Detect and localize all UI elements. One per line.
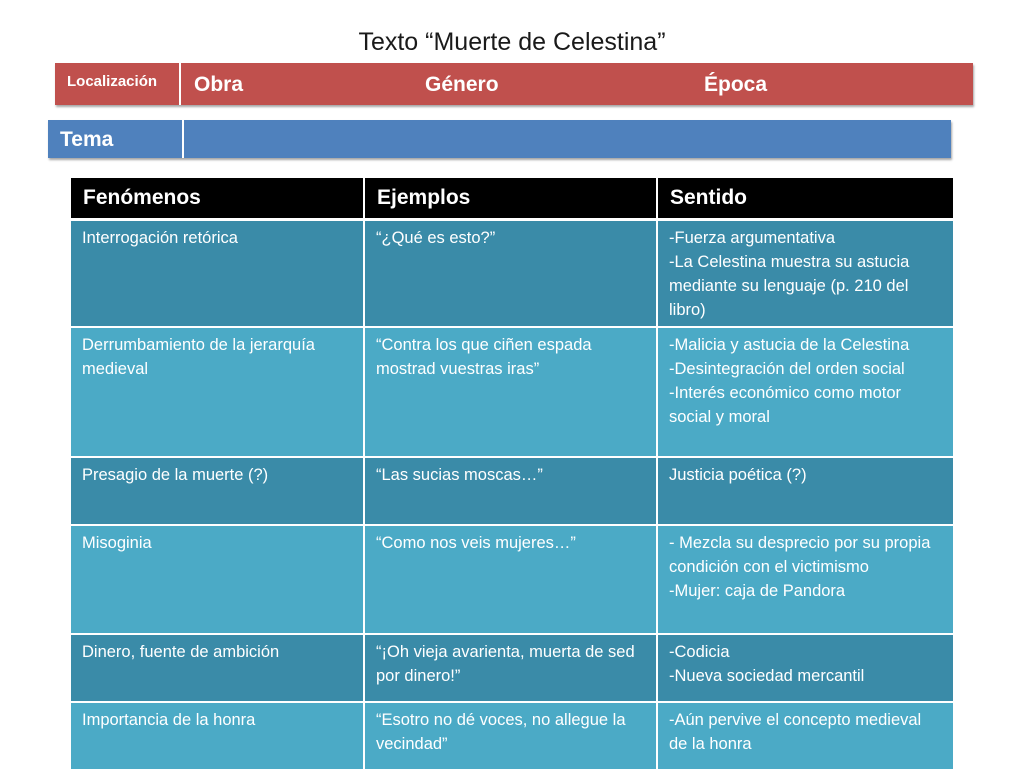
sentido-line: -Aún pervive el concepto medieval de la honra bbox=[669, 711, 922, 753]
sentido-line: -Mujer: caja de Pandora bbox=[669, 582, 846, 600]
fenomeno-cell: Derrumbamiento de la jerarquía medieval bbox=[71, 327, 364, 457]
epoca-field: Época bbox=[704, 73, 768, 96]
sentido-line: -Desintegración del orden social bbox=[669, 360, 905, 378]
header-ejemplos: Ejemplos bbox=[364, 178, 657, 220]
sentido-line: -Malicia y astucia de la Celestina bbox=[669, 336, 910, 354]
table-row bbox=[71, 634, 953, 702]
sentido-cell bbox=[657, 525, 953, 634]
fenomeno-cell: Dinero, fuente de ambición bbox=[71, 634, 364, 702]
ejemplo-cell: “Las sucias moscas…” bbox=[364, 457, 657, 525]
table-row bbox=[71, 525, 953, 634]
fenomeno-cell: Presagio de la muerte (?) bbox=[71, 457, 364, 525]
sentido-line: - Mezcla su desprecio por su propia condición con el victimismo bbox=[669, 534, 931, 576]
sentido-line: -La Celestina muestra su astucia mediante su lenguaje (p. 210 del libro) bbox=[669, 253, 910, 319]
table-row bbox=[71, 327, 953, 457]
sentido-line: -Nueva sociedad mercantil bbox=[669, 667, 865, 685]
fenomeno-cell: Importancia de la honra bbox=[71, 702, 364, 770]
ejemplo-cell: “Como nos veis mujeres…” bbox=[364, 525, 657, 634]
sentido-cell bbox=[657, 634, 953, 702]
ejemplo-cell: “Esotro no dé voces, no allegue la vecindad” bbox=[364, 702, 657, 770]
header-sentido: Sentido bbox=[657, 178, 953, 220]
genero-field: Género bbox=[425, 73, 499, 96]
ejemplo-cell: “¿Qué es esto?” bbox=[364, 220, 657, 328]
table-row bbox=[71, 702, 953, 770]
sentido-cell bbox=[657, 327, 953, 457]
sentido-cell bbox=[657, 220, 953, 328]
ejemplo-cell: “¡Oh vieja avarienta, muerta de sed por dinero!” bbox=[364, 634, 657, 702]
sentido-cell bbox=[657, 457, 953, 525]
sentido-line: -Fuerza argumentativa bbox=[669, 229, 835, 247]
fenomeno-cell: Interrogación retórica bbox=[71, 220, 364, 328]
tema-bar bbox=[48, 120, 951, 158]
phenomena-table bbox=[71, 178, 953, 771]
table-row bbox=[71, 457, 953, 525]
localizacion-label: Localización bbox=[55, 63, 181, 105]
page-title: Texto “Muerte de Celestina” bbox=[358, 28, 666, 56]
obra-field: Obra bbox=[194, 73, 244, 96]
sentido-line: -Interés económico como motor social y moral bbox=[669, 384, 902, 426]
fenomeno-cell: Misoginia bbox=[71, 525, 364, 634]
header-fenomenos: Fenómenos bbox=[71, 178, 364, 220]
sentido-cell bbox=[657, 702, 953, 770]
localizacion-bar bbox=[55, 63, 973, 105]
ejemplo-cell: “Contra los que ciñen espada mostrad vuestras iras” bbox=[364, 327, 657, 457]
sentido-line: -Codicia bbox=[669, 643, 730, 661]
sentido-line: Justicia poética (?) bbox=[669, 466, 807, 484]
tema-label: Tema bbox=[48, 120, 184, 158]
table-header-row bbox=[71, 178, 953, 220]
table-row bbox=[71, 220, 953, 328]
